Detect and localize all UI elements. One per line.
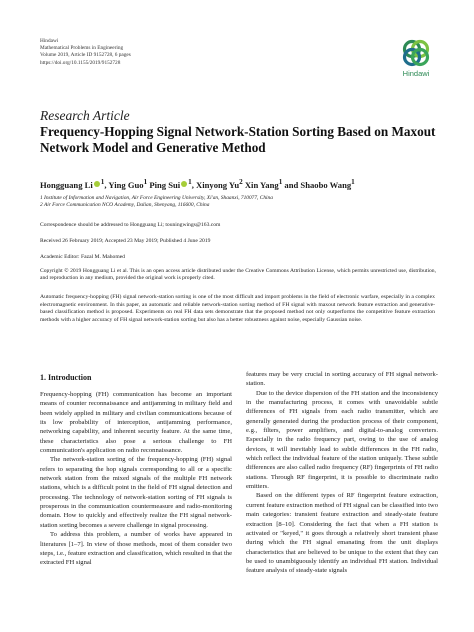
paper-title: Frequency-Hopping Signal Network-Station Sorting Based on Maxout Network Model and Generative Method <box>40 124 436 155</box>
author-name[interactable]: Ping Sui <box>149 179 181 190</box>
author-list: Hongguang Li $^1$, Ying Guo$^1$ Ping Sui $^1$, Xinyong Yu$^2$ Xin Yang$^1$ and Shaobo Wang$^1$ <box>40 178 355 190</box>
body-paragraph: Based on the different types of RF fingerprint feature extraction, current feature extraction method of FH signal can be classified into two main categories: transient feature extraction and steady-state feature extraction [8–10]. Considering the fact that when a FH station is activated or "keyed," it goes through a relatively short transient phase during which the FH signal emanating from the unit displays characteristics that are believed to be unique to the extent that they can be used to unambiguously identify an individual FH station. Individual feature analysis of steady-state signals <box>246 492 438 575</box>
author-affil-sup: 1 <box>143 178 148 186</box>
correspondence: Correspondence should be addressed to Hongguang Li; touningwings@163.com <box>40 222 221 228</box>
article-type: Research Article <box>40 108 130 123</box>
hindawi-logo-icon <box>401 38 431 68</box>
body-paragraph: Due to the device dispersion of the FH station and the inconsistency in the manufacturing process, it comes with unavoidable subtle differences of FH signals from each radio transmitter, which are generally generated during the production process of their component, e.g., filters, power amplifiers, and digital-to-analog converters. Especially in the radio frequency part, owing to the use of analog devices, it will inevitably lead to subtle differences in the FH radio, which reflect the individual feature of the station uniquely. These subtle differences are also called radio frequency (RF) fingerprints of FH radio stations. Through RF fingerprint, it is possible to discriminate radio emitters. <box>246 389 438 491</box>
doi-link[interactable]: https://doi.org/10.1155/2019/9152728 <box>40 59 121 66</box>
hindawi-logo <box>393 38 439 78</box>
body-paragraph: To address this problem, a number of works have appeared in literatures [1–7]. In view of those methods, most of them consider two steps, i.e., feature extraction and classification, which resulted in that the extracted FH signal <box>40 531 232 567</box>
body-paragraph: The network-station sorting of the frequency-hopping (FH) signal refers to separating the hop signals corresponding to all or a specific network station from the mixed signals of the multiple FH network stations, which is a difficult point in the field of FH signal detection and processing. The technology of network-station sorting of FH signals is prosperous in the communication countermeasure and radio-monitoring domain. How to quickly and effectively realize the FH signal network-station sorting becomes a severe challenge in signal processing. <box>40 456 232 529</box>
body-paragraph: Frequency-hopping (FH) communication has become an important means of counter reconnaissance and antijamming in military field and been widely applied in military and civilian communications because of its low probability of interception, antijamming performance, networking capability, and inherent security feature. At the same time, these characteristics also pose a serious challenge to FH communication's application on radio reconnaissance. <box>40 391 232 455</box>
copyright-notice: Copyright © 2019 Hongguang Li et al. This is an open access article distributed under the Creative Commons Attribution License, which permits unrestricted use, distribution, and reproduction in any medium, provided the original work is properly cited. <box>40 268 436 282</box>
body-column-right <box>246 370 438 576</box>
orcid-icon[interactable] <box>181 181 187 187</box>
body-paragraph: features may be very crucial in sorting accuracy of FH signal network-station. <box>246 371 438 388</box>
author-affil-sup: 1 <box>351 178 355 186</box>
abstract: Automatic frequency-hopping (FH) signal network-station sorting is one of the most difficult and import problems in the field of electronic warfare, especially in a complex electromagnetic environment. In this paper, an automatic and reliable network-station sorting method of FH signal with maxout network feature extraction and generative-based classification method is proposed. Experiments on real FH data sets demonstrate that the proposed method not only outperforms the competitive feature extraction methods with a higher accuracy of FH signal network-station sorting but also has a better robustness against noise, especially Gaussian noise. <box>40 294 435 323</box>
section-heading: 1. Introduction <box>40 373 92 382</box>
author-affil-sup: 1 <box>188 178 192 186</box>
affiliations <box>40 195 273 210</box>
orcid-icon[interactable] <box>94 181 100 187</box>
author-name[interactable]: Ying Guo <box>108 179 144 190</box>
affiliation-line: 2 Air Force Communication NCO Academy, Dalian, Shenyang, 116600, China <box>40 202 210 209</box>
author-name[interactable]: Xinyong Yu <box>196 179 240 190</box>
author-affil-sup: 1 <box>100 178 105 186</box>
author-name[interactable]: Xin Yang <box>244 179 279 190</box>
author-affil-sup: 1 <box>278 178 283 186</box>
logo-wordmark: Hindawi <box>402 69 430 78</box>
publisher-name: Hindawi <box>40 38 59 44</box>
journal-meta <box>40 38 131 67</box>
author-name[interactable]: Hongguang Li <box>40 179 93 190</box>
body-column-left <box>40 390 232 568</box>
academic-editor: Academic Editor: Fazal M. Mahomed <box>40 254 125 260</box>
author-affil-sup: 2 <box>239 178 243 186</box>
journal-name: Mathematical Problems in Engineering <box>40 45 124 52</box>
affiliation-line: 1 Institute of Information and Navigation, Air Force Engineering University, Xi'an, Shaanxi, 710077, China <box>40 195 273 201</box>
publication-dates: Received 26 February 2019; Accepted 23 May 2019; Published 4 June 2019 <box>40 238 211 244</box>
author-name[interactable]: and Shaobo Wang <box>284 179 352 190</box>
volume-info: Volume 2019, Article ID 9152728, 6 pages <box>40 52 131 59</box>
